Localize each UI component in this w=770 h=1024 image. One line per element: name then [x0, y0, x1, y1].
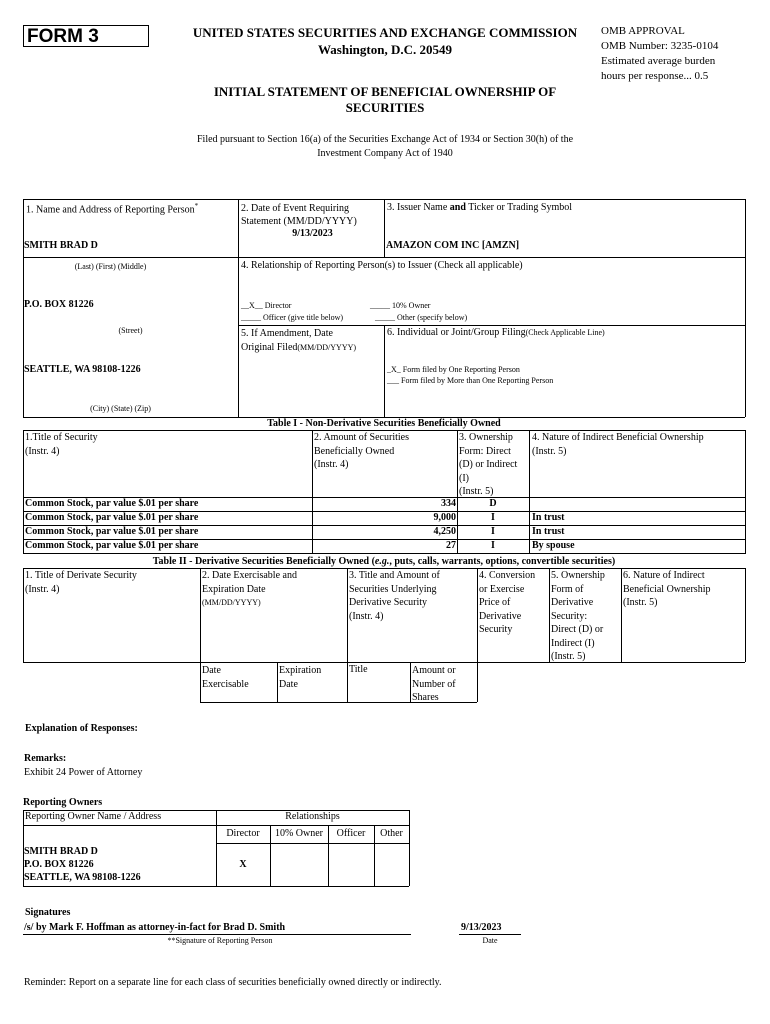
signatures-heading: Signatures	[25, 907, 71, 918]
box5-label-line: Original Filed	[241, 342, 298, 353]
officer-checkbox[interactable]: _____ Officer (give title below)	[241, 313, 344, 322]
table1-col2-header: 2. Amount of Securities Beneficially Owned (Instr. 4)	[314, 432, 409, 470]
table-row-title: Common Stock, par value $.01 per share	[25, 512, 199, 523]
explanation-heading: Explanation of Responses:	[25, 723, 138, 734]
table1-col1-header: 1.Title of Security (Instr. 4)	[25, 432, 98, 457]
street-hint: (Street)	[118, 326, 143, 335]
table1-col3-header: 3. Ownership Form: Direct (D) or Indirect (I) (Instr. 5)	[459, 432, 518, 497]
event-date: 9/13/2023	[292, 228, 333, 239]
filed-pursuant-line1: Filed pursuant to Section 16(a) of the Securities Exchange Act of 1934 or Section 30(h) of the	[196, 134, 574, 145]
omb-line: hours per response... 0.5	[601, 70, 709, 82]
reminder-text: Reminder: Report on a separate line for each class of securities beneficially owned directly or indirectly.	[24, 977, 442, 988]
director-checkbox[interactable]: __X__ Director	[241, 301, 292, 310]
box4-label: 4. Relationship of Reporting Person(s) to Issuer (Check all applicable)	[241, 260, 523, 271]
box6-label: 6. Individual or Joint/Group Filing(Check Applicable Line)	[387, 327, 605, 338]
relationships-column-header: Relationships	[285, 811, 340, 822]
table-row-form: D	[489, 498, 497, 509]
expiration-date-subheader: Expiration Date	[279, 665, 322, 690]
single-filer-option[interactable]: _X_ Form filed by One Reporting Person	[387, 365, 520, 374]
box2-label-line: 2. Date of Event Requiring	[241, 203, 350, 214]
table-row-form: I	[491, 512, 495, 523]
form-title-line1: INITIAL STATEMENT OF BENEFICIAL OWNERSHIP OF	[213, 84, 557, 99]
form-title-line2: SECURITIES	[345, 100, 425, 115]
agency-location: Washington, D.C. 20549	[318, 42, 452, 57]
table-row-nature: In trust	[532, 512, 565, 523]
table2-col1-header: 1. Title of Derivate Security (Instr. 4)	[25, 570, 137, 595]
remarks-text: Exhibit 24 Power of Attorney	[24, 767, 143, 778]
table2-col3-header: 3. Title and Amount of Securities Underlying Derivative Security (Instr. 4)	[349, 570, 440, 622]
signature-label: **Signature of Reporting Person	[167, 936, 273, 945]
table2-col6-header: 6. Nature of Indirect Beneficial Ownership (Instr. 5)	[623, 570, 711, 608]
omb-line: Estimated average burden	[601, 55, 716, 67]
reporting-person-name: SMITH BRAD D	[24, 240, 98, 251]
other-column-header: Other	[380, 828, 403, 839]
table2-col5-header: 5. Ownership Form of Derivative Security: Direct (D) or Indirect (I) (Instr. 5)	[551, 570, 605, 662]
filed-pursuant-line2: Investment Company Act of 1940	[317, 148, 453, 159]
table1-col4-header: 4. Nature of Indirect Beneficial Ownership (Instr. 5)	[532, 432, 704, 457]
omb-line: OMB APPROVAL	[601, 25, 685, 37]
box2-label-line: Statement (MM/DD/YYYY)	[241, 216, 357, 227]
reporting-person-street: P.O. BOX 81226	[24, 299, 94, 310]
table2-title: Table II - Derivative Securities Beneficially Owned (e.g., puts, calls, warrants, options, convertible securities)	[152, 556, 616, 567]
table-row-nature: In trust	[532, 526, 565, 537]
date-exercisable-subheader: Date Exercisable	[202, 665, 249, 690]
table2-col2-header: 2. Date Exercisable and Expiration Date (MM/DD/YYYY)	[202, 570, 297, 607]
other-checkbox[interactable]: _____ Other (specify below)	[375, 313, 468, 322]
table-row-form: I	[491, 540, 495, 551]
reporting-owners-heading: Reporting Owners	[23, 797, 103, 808]
city-hint: (City) (State) (Zip)	[90, 404, 151, 413]
remarks-heading: Remarks:	[24, 753, 67, 764]
box5-label	[241, 327, 356, 355]
box5-label-line: 5. If Amendment, Date	[241, 328, 333, 339]
table1-title: Table I - Non-Derivative Securities Beneficially Owned	[267, 418, 501, 429]
form-number: FORM 3	[23, 25, 149, 47]
signature-date: 9/13/2023	[461, 922, 502, 933]
date-label: Date	[482, 936, 498, 945]
table-row-form: I	[491, 526, 495, 537]
table-row-amount: 334	[441, 498, 456, 509]
table-row-title: Common Stock, par value $.01 per share	[25, 540, 199, 551]
table2-col4-header: 4. Conversion or Exercise Price of Derivative Security	[479, 570, 536, 635]
table-row-title: Common Stock, par value $.01 per share	[25, 498, 199, 509]
footnote-marker: *	[194, 202, 199, 210]
table-row-amount: 4,250	[433, 526, 456, 537]
name-format-hint: (Last) (First) (Middle)	[74, 262, 147, 271]
box5-date-format: (MM/DD/YYYY)	[297, 343, 357, 352]
table-row-nature: By spouse	[532, 540, 575, 551]
title-subheader: Title	[349, 664, 368, 675]
table-row-amount: 9,000	[433, 512, 456, 523]
reporting-person-city: SEATTLE, WA 98108-1226	[24, 364, 141, 375]
table-row-amount: 27	[446, 540, 456, 551]
director-column-header: Director	[226, 828, 260, 839]
box3-label: 3. Issuer Name and Ticker or Trading Symbol	[387, 202, 573, 213]
ten-percent-owner-column-header: 10% Owner	[274, 828, 324, 839]
officer-column-header: Officer	[336, 828, 366, 839]
agency-name: UNITED STATES SECURITIES AND EXCHANGE COMMISSION	[192, 25, 578, 40]
ten-percent-owner-checkbox[interactable]: _____ 10% Owner	[370, 301, 431, 310]
owner-name-column-header: Reporting Owner Name / Address	[25, 811, 162, 822]
box2-label	[241, 202, 357, 228]
director-mark: X	[239, 859, 247, 870]
issuer-name: AMAZON COM INC [AMZN]	[386, 240, 520, 251]
signature-text: /s/ by Mark F. Hoffman as attorney-in-fact for Brad D. Smith	[24, 922, 286, 933]
group-filer-option[interactable]: ___ Form filed by More than One Reporting Person	[387, 376, 554, 385]
owner-address-cell: SMITH BRAD D P.O. BOX 81226 SEATTLE, WA 98108-1226	[24, 846, 141, 883]
amount-shares-subheader: Amount or Number of Shares	[412, 665, 456, 703]
omb-approval-box	[601, 24, 761, 84]
table-row-title: Common Stock, par value $.01 per share	[25, 526, 199, 537]
box1-label: 1. Name and Address of Reporting Person*	[26, 202, 199, 216]
omb-line: OMB Number: 3235-0104	[601, 40, 719, 52]
